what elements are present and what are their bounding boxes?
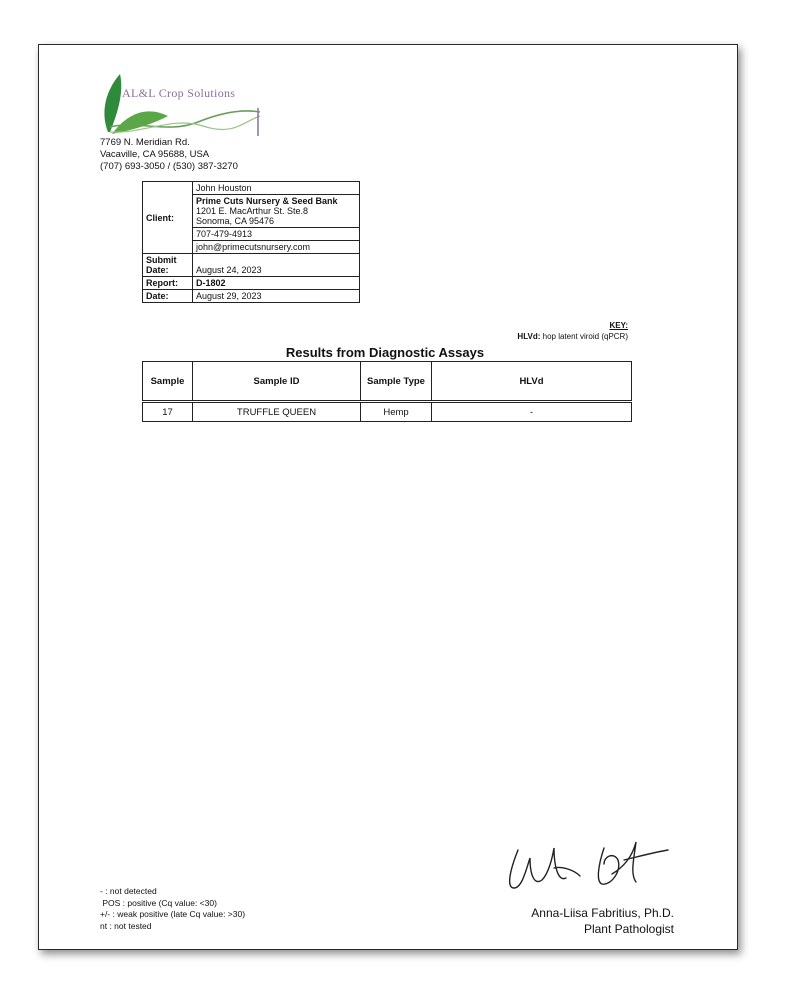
- company-name: AL&L Crop Solutions: [122, 86, 236, 100]
- date-label: Date:: [143, 290, 193, 303]
- signatory-name: Anna-Liisa Fabritius, Ph.D.: [531, 906, 674, 920]
- report-label: Report:: [143, 277, 193, 290]
- business-city: Sonoma, CA 95476: [196, 216, 275, 226]
- cell-hlvd: -: [432, 402, 632, 422]
- client-label: Client:: [143, 182, 193, 254]
- legend: [100, 886, 245, 932]
- contact-name: John Houston: [193, 182, 360, 195]
- key-title: KEY:: [609, 321, 628, 330]
- report-id: D-1802: [193, 277, 360, 290]
- signatory-block: [470, 905, 674, 937]
- results-header-row: [143, 362, 632, 402]
- key-definition: hop latent viroid (qPCR): [542, 332, 628, 341]
- company-phone: (707) 693-3050 / (530) 387-3270: [100, 161, 238, 172]
- key-term: HLVd:: [517, 332, 541, 341]
- key-description: [470, 332, 628, 341]
- report-page: [38, 44, 738, 950]
- header-sample-type: Sample Type: [361, 362, 432, 402]
- header-hlvd: HLVd: [432, 362, 632, 402]
- client-email: john@primecutsnursery.com: [193, 241, 360, 254]
- signatory-title: Plant Pathologist: [583, 922, 674, 936]
- client-phone: 707-479-4913: [193, 228, 360, 241]
- results-title: Results from Diagnostic Assays: [285, 345, 485, 360]
- business-name: Prime Cuts Nursery & Seed Bank: [196, 196, 338, 206]
- submit-date: August 24, 2023: [193, 254, 360, 277]
- company-address: [100, 137, 238, 173]
- address-line-1: 7769 N. Meridian Rd.: [100, 137, 190, 148]
- header-sample-id: Sample ID: [193, 362, 361, 402]
- legend-item: - : not detected: [100, 886, 157, 896]
- report-date: August 29, 2023: [193, 290, 360, 303]
- business-street: 1201 E. MacArthur St. Ste.8: [196, 206, 309, 216]
- company-logo: [98, 72, 266, 138]
- legend-item: nt : not tested: [100, 920, 152, 931]
- table-row: [143, 402, 632, 422]
- business-address-cell: [193, 195, 360, 228]
- header-sample: Sample: [143, 362, 193, 402]
- cell-sample: 17: [143, 402, 193, 422]
- legend-item: POS : positive (Cq value: <30): [100, 897, 217, 908]
- signature: [500, 830, 670, 894]
- results-table: [142, 361, 632, 422]
- legend-item: +/- : weak positive (late Cq value: >30): [100, 909, 246, 919]
- address-line-2: Vacaville, CA 95688, USA: [100, 149, 210, 160]
- cell-sample-type: Hemp: [361, 402, 432, 422]
- cell-sample-id: TRUFFLE QUEEN: [193, 402, 361, 422]
- submit-date-label: Submit Date:: [143, 254, 193, 277]
- client-info-table: [142, 181, 360, 303]
